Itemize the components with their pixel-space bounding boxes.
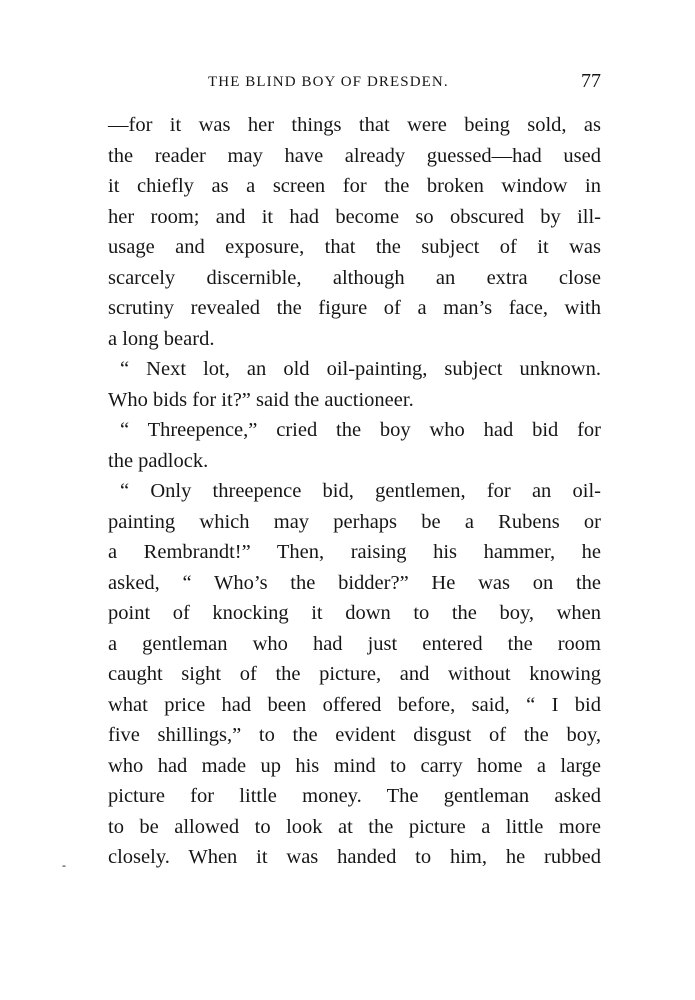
text-line: to be allowed to look at the picture a little more bbox=[108, 815, 601, 838]
text-line: caught sight of the picture, and without knowing bbox=[108, 663, 601, 685]
text-line: scrutiny revealed the figure of a man’s face, with bbox=[108, 297, 601, 319]
text-line: a long beard. bbox=[108, 327, 215, 350]
text-line: painting which may perhaps be a Rubens or bbox=[108, 510, 601, 533]
running-head bbox=[108, 72, 601, 96]
text-line: “ Next lot, an old oil-painting, subject unknown. bbox=[120, 358, 601, 380]
margin-mark: - bbox=[62, 858, 66, 872]
body-text bbox=[108, 110, 601, 873]
text-line: —for it was her things that were being sold, as bbox=[108, 114, 601, 136]
text-line: Who bids for it?” said the auctioneer. bbox=[108, 388, 414, 411]
text-line: a Rembrandt!” Then, raising his hammer, he bbox=[108, 541, 601, 563]
page-number: 77 bbox=[581, 70, 601, 92]
text-line: what price had been offered before, said, “ I bid bbox=[108, 693, 601, 716]
text-line: picture for little money. The gentleman asked bbox=[108, 785, 601, 807]
text-line: five shillings,” to the evident disgust of the boy, bbox=[108, 724, 601, 746]
text-line: “ Threepence,” cried the boy who had bid for bbox=[120, 419, 601, 441]
text-line: “ Only threepence bid, gentlemen, for an oil- bbox=[120, 480, 601, 502]
text-line: point of knocking it down to the boy, when bbox=[108, 602, 601, 624]
text-line: a gentleman who had just entered the room bbox=[108, 632, 601, 655]
text-line: scarcely discernible, although an extra close bbox=[108, 266, 601, 289]
text-line: who had made up his mind to carry home a large bbox=[108, 754, 601, 777]
text-line: her room; and it had become so obscured by ill- bbox=[108, 205, 601, 228]
text-line: the padlock. bbox=[108, 449, 209, 472]
text-line: closely. When it was handed to him, he rubbed bbox=[108, 846, 601, 868]
text-line: it chiefly as a screen for the broken window in bbox=[108, 175, 601, 197]
text-line: the reader may have already guessed—had used bbox=[108, 144, 601, 167]
text-line: usage and exposure, that the subject of it was bbox=[108, 236, 601, 258]
text-line: asked, “ Who’s the bidder?” He was on the bbox=[108, 571, 601, 594]
running-title: THE BLIND BOY OF DRESDEN. bbox=[208, 74, 449, 90]
